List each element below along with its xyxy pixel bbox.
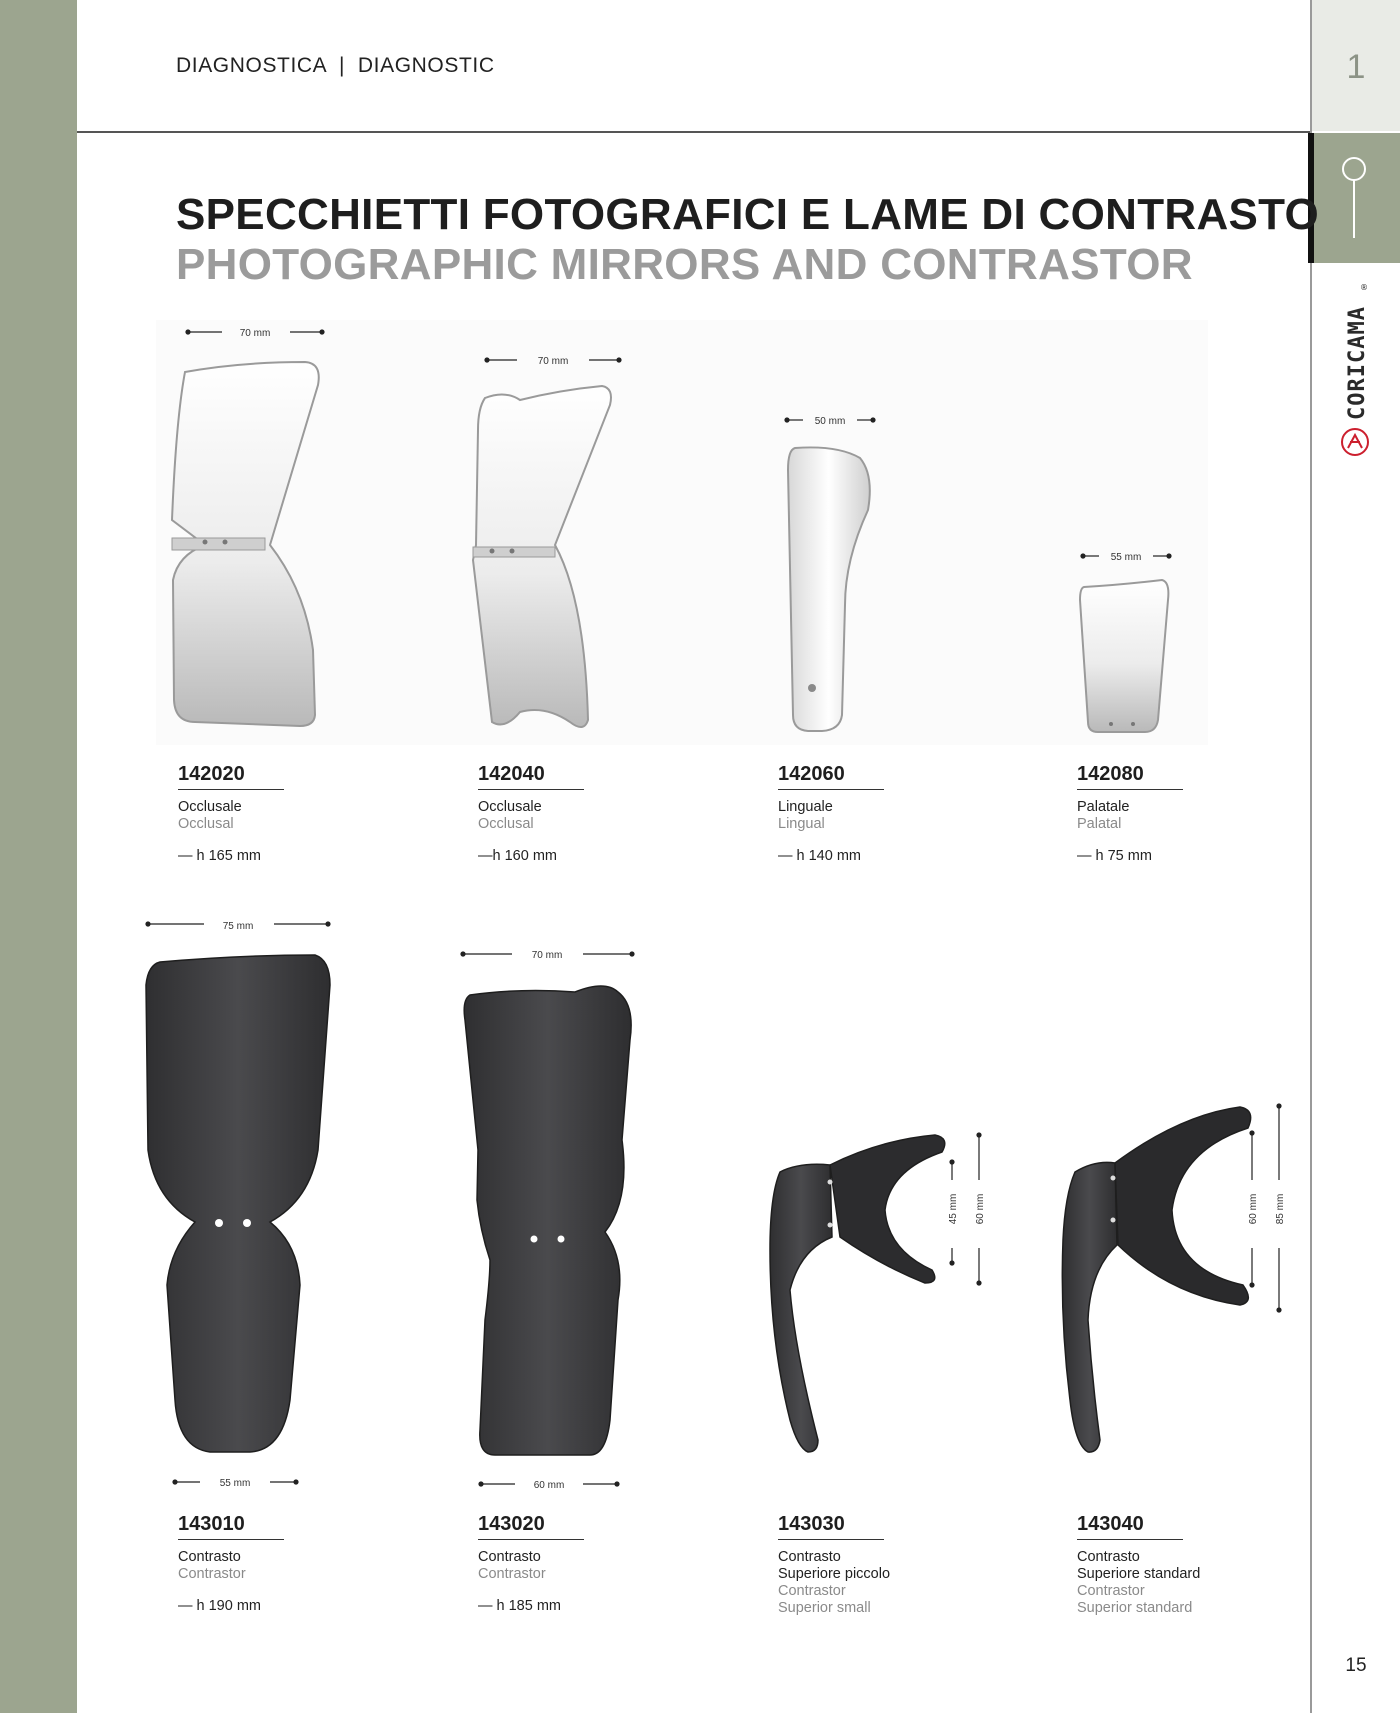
product-143010 [178, 1513, 438, 1614]
product-name-en: Lingual [778, 816, 825, 832]
product-code: 143020 [478, 1513, 545, 1535]
dim-142020-width: 70 mm [239, 328, 271, 339]
code-underline [1077, 1539, 1183, 1540]
dim-143030-outer-height: 60 mm [975, 1193, 986, 1225]
product-name-it: Occlusale [478, 799, 542, 815]
product-142080 [1077, 763, 1337, 864]
page-number: 15 [1345, 1655, 1367, 1676]
product-name-en: Contrastor [178, 1566, 246, 1582]
product-name-en: Contrastor [478, 1566, 546, 1582]
product-code: 142040 [478, 763, 545, 785]
product-code: 142080 [1077, 763, 1144, 785]
product-name-it: Contrasto [778, 1549, 841, 1565]
dim-143040-inner-height: 60 mm [1248, 1193, 1259, 1225]
dim-142060-width: 50 mm [814, 416, 846, 427]
product-name-en: Occlusal [478, 816, 534, 832]
product-name-en: Contrastor [778, 1583, 846, 1599]
chapter-number: 1 [1346, 48, 1366, 86]
dim-143040-outer-height: 85 mm [1275, 1193, 1286, 1225]
product-142060 [778, 763, 1038, 864]
product-name-it: Palatale [1077, 799, 1130, 815]
contrastor-143040 [1062, 1107, 1250, 1452]
section-header: DIAGNOSTICA | DIAGNOSTIC [176, 54, 495, 77]
code-underline [478, 1539, 584, 1540]
mirror-142080 [1080, 580, 1168, 732]
dim-143030-inner-height: 45 mm [948, 1193, 959, 1225]
product-name-en: Palatal [1077, 816, 1122, 832]
product-code: 142020 [178, 763, 245, 785]
mirror-142020 [172, 362, 319, 726]
product-height: — h 75 mm [1077, 848, 1152, 864]
contrastor-143020 [464, 986, 631, 1455]
product-name-it: Contrasto [1077, 1549, 1140, 1565]
title-english: PHOTOGRAPHIC MIRRORS AND CONTRASTOR [176, 240, 1193, 289]
product-code: 143040 [1077, 1513, 1144, 1535]
title-italian: SPECCHIETTI FOTOGRAFICI E LAME DI CONTRASTO [176, 190, 1320, 239]
contrastor-143010 [146, 955, 330, 1452]
dim-142080-width: 55 mm [1110, 552, 1142, 563]
mirror-142040 [473, 386, 611, 727]
product-143030 [778, 1513, 1038, 1617]
product-variant-it: Superiore piccolo [778, 1566, 891, 1582]
product-142040 [478, 763, 738, 864]
product-code: 143010 [178, 1513, 245, 1535]
product-height: —h 160 mm [478, 848, 557, 864]
product-143040 [1077, 1513, 1337, 1617]
dim-143010-top-width: 75 mm [222, 921, 254, 932]
code-underline [178, 1539, 284, 1540]
code-underline [178, 789, 284, 790]
product-code: 142060 [778, 763, 845, 785]
code-underline [778, 789, 884, 790]
brand-registered-mark: ® [1360, 283, 1368, 292]
contrastor-143030 [770, 1135, 945, 1452]
product-code: 143030 [778, 1513, 845, 1535]
product-height: — h 190 mm [178, 1598, 261, 1614]
product-variant-it: Superiore standard [1077, 1566, 1201, 1582]
dim-142040-width: 70 mm [537, 356, 569, 367]
dim-143020-bottom-width: 60 mm [533, 1480, 565, 1491]
product-name-it: Occlusale [178, 799, 242, 815]
code-underline [778, 1539, 884, 1540]
product-height: — h 140 mm [778, 848, 861, 864]
code-underline [478, 789, 584, 790]
product-variant-en: Superior small [778, 1600, 871, 1616]
product-name-it: Contrasto [478, 1549, 541, 1565]
product-name-it: Linguale [778, 799, 833, 815]
product-name-en: Occlusal [178, 816, 234, 832]
product-height: — h 185 mm [478, 1598, 561, 1614]
product-height: — h 165 mm [178, 848, 261, 864]
product-name-it: Contrasto [178, 1549, 241, 1565]
brand-name: CORICAMA [1345, 306, 1370, 420]
dim-143010-bottom-width: 55 mm [219, 1478, 251, 1489]
product-variant-en: Superior standard [1077, 1600, 1193, 1616]
product-name-en: Contrastor [1077, 1583, 1145, 1599]
dim-143020-top-width: 70 mm [531, 950, 563, 961]
code-underline [1077, 789, 1183, 790]
product-142020 [178, 763, 438, 864]
product-143020 [478, 1513, 738, 1614]
mirror-142060 [788, 447, 870, 731]
